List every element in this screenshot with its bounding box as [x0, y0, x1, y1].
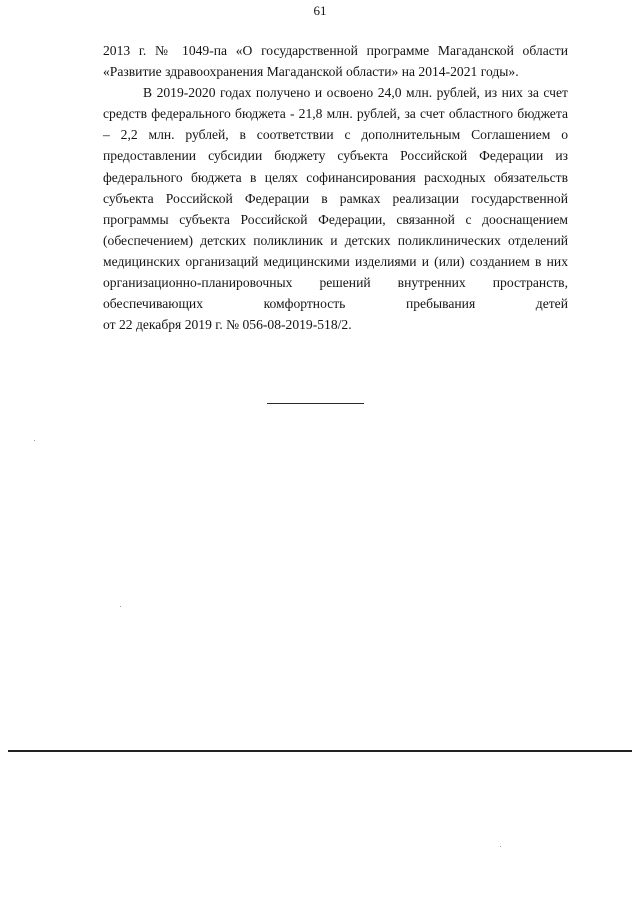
section-end-divider: [267, 403, 364, 404]
paragraph-lead: 2013 г. № 1049-па «О государственной программе Магаданской области «Развитие здравоохранения Магаданской области» на 2014-2021 годы».: [103, 43, 568, 80]
scan-speck: [120, 606, 121, 607]
scan-speck: [500, 846, 501, 847]
scan-artifact-line: [8, 750, 632, 752]
document-body: [103, 40, 568, 335]
paragraph-main: В 2019-2020 годах получено и освоено 24,0 млн. рублей, из них за счет средств федерального бюджета - 21,8 млн. рублей, за счет областного бюджета – 2,2 млн. рублей, в соответствии с дополнительным Соглашением о предоставлении субсидии бюджету субъекта Российской Федерации из федерального бюджета в целях софинансирования расходных обязательств субъекта Российской Федерации в рамках реализации государственной программы субъекта Российской Федерации, связанной с дооснащением (обеспечением) детских поликлиник и детских поликлинических отделений медицинских организаций медицинскими изделиями и (или) созданием в них организационно-планировочных решений внутренних пространств, обеспечивающих комфортность пребывания детей: [103, 85, 568, 312]
page-number: 61: [313, 3, 327, 18]
scan-speck: [34, 440, 35, 441]
paragraph-tail: от 22 декабря 2019 г. № 056-08-2019-518/2.: [103, 317, 352, 333]
